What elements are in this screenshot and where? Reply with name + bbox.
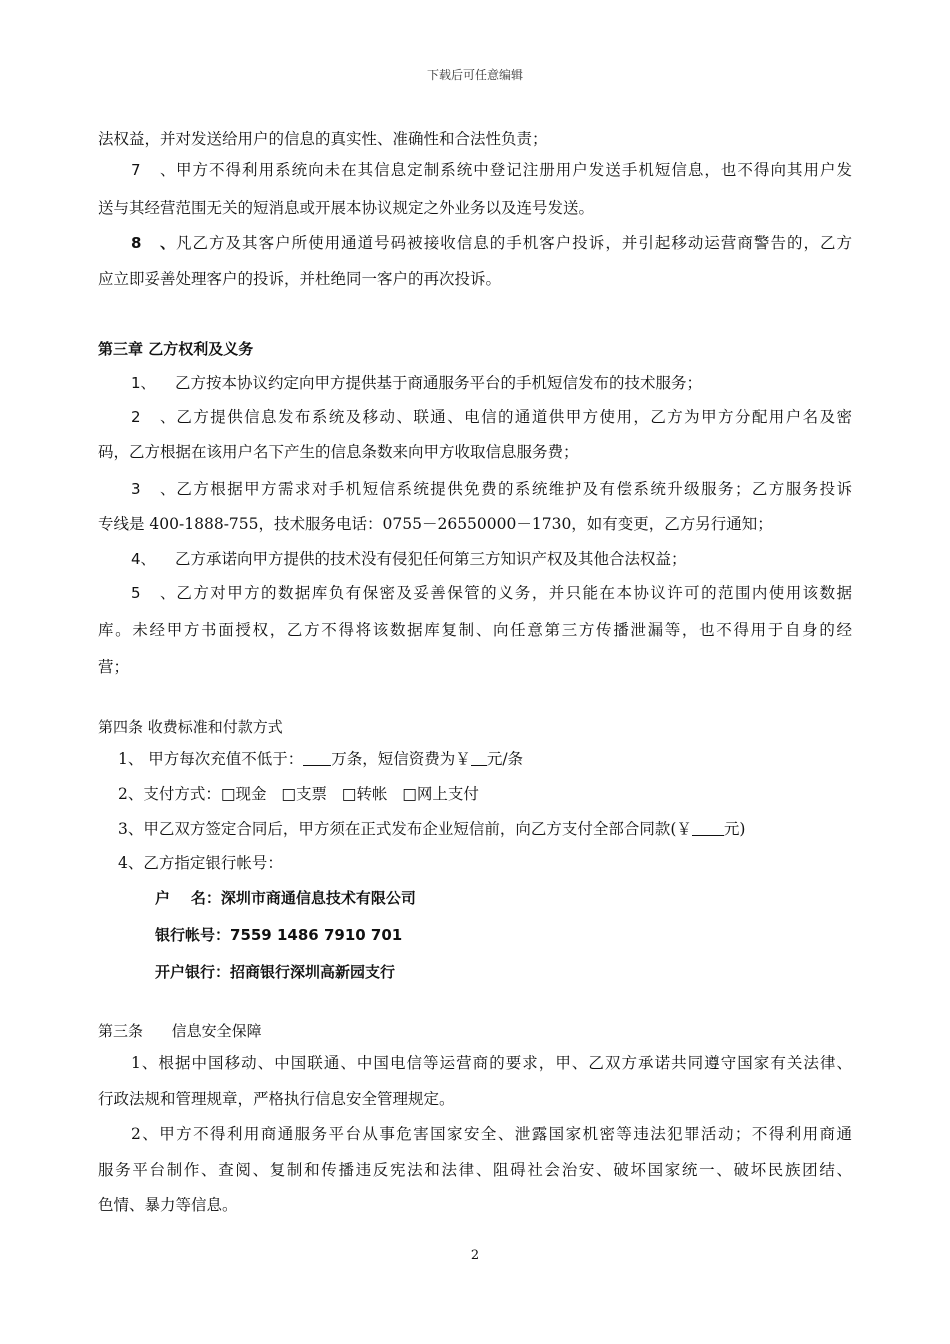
checkbox-option: □网上支付 (402, 785, 479, 803)
list-text: 甲方不得利用系统向未在其信息定制系统中登记注册用户发送手机短信息，也不得向其用户发 (175, 161, 852, 179)
fee-text: 1、 甲方每次充值不低于： (118, 750, 304, 768)
list-item-8 (131, 232, 852, 254)
account-number: 银行帐号：7559 1486 7910 701 (155, 926, 403, 944)
paragraph-line: 法权益，并对发送给用户的信息的真实性、准确性和合法性负责； (98, 130, 548, 148)
list-number: 5、 (131, 584, 175, 602)
list-item-3 (131, 478, 852, 500)
list-text: 乙方根据甲方需求对手机短信系统提供免费的系统维护及有偿系统升级服务；乙方服务投诉 (175, 480, 852, 498)
list-number: 7、 (131, 161, 175, 179)
page-number: 2 (470, 1248, 480, 1263)
list-text: 乙方对甲方的数据库负有保密及妥善保管的义务，并只能在本协议许可的范围内使用该数据 (175, 584, 852, 602)
paragraph-line: 送与其经营范围无关的短消息或开展本协议规定之外业务以及连号发送。 (98, 199, 595, 217)
paragraph-line: 应立即妥善处理客户的投诉，并杜绝同一客户的再次投诉。 (98, 270, 502, 288)
list-text: 乙方按本协议约定向甲方提供基于商通服务平台的手机短信发布的技术服务； (175, 374, 703, 392)
security-item-1: 1、根据中国移动、中国联通、中国电信等运营商的要求，甲、乙双方承诺共同遵守国家有关法律、 (131, 1054, 852, 1072)
page-header: 下载后可任意编辑 (426, 68, 523, 82)
section-heading: 第三条 信息安全保障 (98, 1022, 262, 1040)
paragraph-line: 专线是 400-1888-755，技术服务电话：0755－26550000－1730，如有变更，乙方另行通知； (98, 515, 773, 533)
fee-line (118, 748, 852, 770)
security-item-2: 2、甲方不得利用商通服务平台从事危害国家安全、泄露国家机密等违法犯罪活动；不得利用商通 (131, 1125, 852, 1143)
payment-methods (118, 783, 852, 805)
paragraph-line: 营； (98, 658, 130, 676)
paragraph-line: 库。未经甲方书面授权，乙方不得将该数据库复制、向任意第三方传播泄漏等，也不得用于自身的经 (98, 621, 852, 639)
payment-text: 3、甲乙双方签定合同后，甲方须在正式发布企业短信前，向乙方支付全部合同款(￥ (118, 820, 692, 838)
list-item-1 (131, 372, 852, 394)
section-heading: 第四条 收费标准和付款方式 (98, 718, 283, 736)
bank-intro: 4、乙方指定银行帐号： (118, 854, 283, 872)
checkbox-option: □现金 (220, 785, 267, 803)
fee-text: 万条，短信资费为￥ (331, 750, 471, 768)
blank-field (692, 820, 724, 836)
payment-line (118, 818, 852, 840)
blank-field (303, 750, 331, 766)
fee-text: 元/条 (486, 750, 524, 768)
list-number: 8、 (131, 234, 175, 252)
list-number: 4、 (131, 550, 156, 568)
payment-text: 元) (723, 820, 746, 838)
blank-field (471, 750, 487, 766)
list-number: 2、 (131, 408, 175, 426)
paragraph-line: 行政法规和管理规章，严格执行信息安全管理规定。 (98, 1090, 455, 1108)
list-item-5 (131, 582, 852, 604)
list-item-2 (131, 406, 852, 428)
list-item-4 (131, 548, 852, 570)
list-number: 3、 (131, 480, 175, 498)
list-text: 乙方提供信息发布系统及移动、联通、电信的通道供甲方使用，乙方为甲方分配用户名及密 (175, 408, 852, 426)
section-heading: 第三章 乙方权利及义务 (98, 340, 254, 358)
list-text: 凡乙方及其客户所使用通道号码被接收信息的手机客户投诉，并引起移动运营商警告的，乙方 (175, 234, 852, 252)
account-bank: 开户银行：招商银行深圳高新园支行 (155, 963, 396, 981)
paragraph-line: 服务平台制作、查阅、复制和传播违反宪法和法律、阻碍社会治安、破坏国家统一、破坏民族团结、 (98, 1161, 852, 1179)
checkbox-option: □支票 (281, 785, 327, 803)
account-name: 户 名：深圳市商通信息技术有限公司 (155, 889, 416, 907)
paragraph-line: 色情、暴力等信息。 (98, 1196, 238, 1214)
list-text: 乙方承诺向甲方提供的技术没有侵犯任何第三方知识产权及其他合法权益； (175, 550, 687, 568)
checkbox-option: □转帐 (341, 785, 388, 803)
payment-label: 2、支付方式： (118, 785, 221, 803)
list-number: 1、 (131, 374, 156, 392)
paragraph-line: 码，乙方根据在该用户名下产生的信息条数来向甲方收取信息服务费； (98, 443, 579, 461)
list-item-7 (131, 159, 852, 181)
